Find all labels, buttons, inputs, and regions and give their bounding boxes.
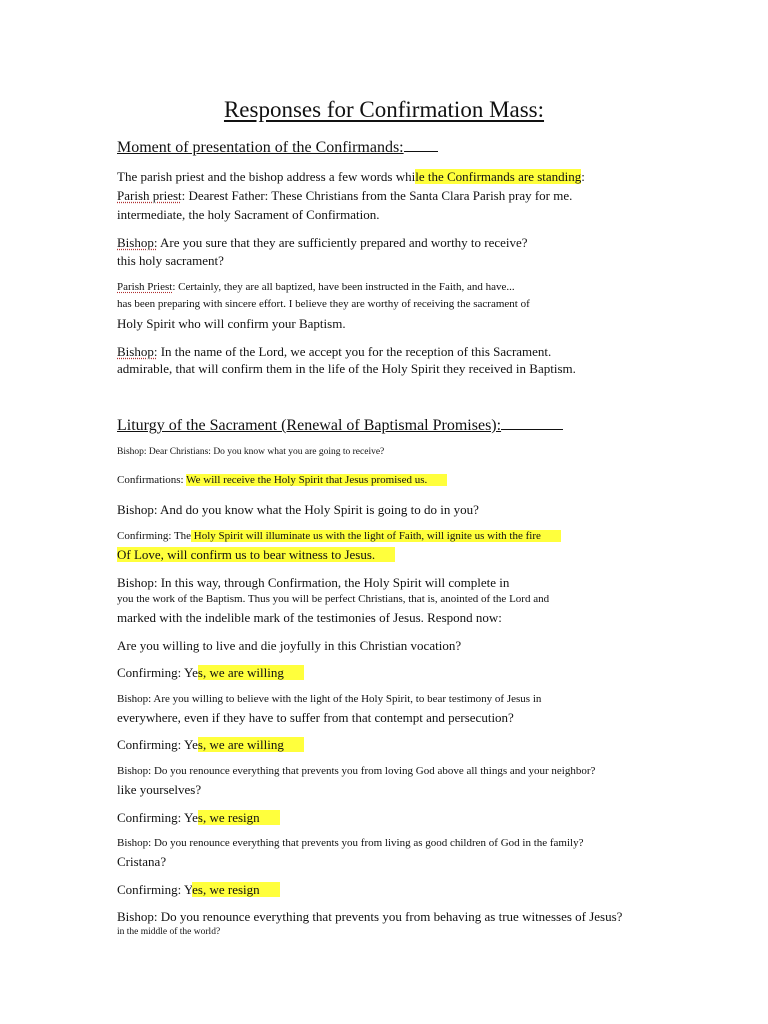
section-heading-presentation: Moment of presentation of the Confirmands: [117, 139, 438, 157]
bishop-question-1-line-2: this holy sacrament? [117, 253, 224, 268]
bishop-acceptance: Bishop: In the name of the Lord, we accept you for the reception of this Sacrament. [117, 344, 552, 359]
bishop-question-1: Bishop: Are you sure that they are sufficiently prepared and worthy to receive? [117, 235, 528, 250]
bishop-statement-line-1: Bishop: In this way, through Confirmation, the Holy Spirit will complete in [117, 575, 510, 590]
bishop-question-renounce-witness-line-2: in the middle of the world? [117, 927, 221, 937]
confirming-answer-6: Confirming: Yes, we resign [117, 883, 280, 896]
parish-priest-answer-line-3: Holy Spirit who will confirm your Baptism. [117, 316, 346, 331]
confirming-answer-2-line-2: Of Love, will confirm us to bear witness to Jesus. [117, 548, 395, 561]
bishop-statement-line-3: marked with the indelible mark of the testimonies of Jesus. Respond now: [117, 610, 502, 625]
bishop-question-vocation: Are you willing to live and die joyfully in this Christian vocation? [117, 638, 462, 653]
bishop-question-receive: Bishop: Dear Christians: Do you know what you are going to receive? [117, 447, 385, 457]
confirming-answer-4: Confirming: Yes, we are willing [117, 738, 304, 751]
parish-priest-answer-line-2: has been preparing with sincere effort. I believe they are worthy of receiving the sacrament of [117, 298, 530, 310]
parish-priest-line-2: intermediate, the holy Sacrament of Confirmation. [117, 207, 380, 222]
bishop-question-renounce-family-line-2: Cristana? [117, 854, 167, 869]
bishop-question-testimony: Bishop: Are you willing to believe with the light of the Holy Spirit, to bear testimony of Jesus in [117, 693, 542, 705]
bishop-statement-line-2: you the work of the Baptism. Thus you will be perfect Christians, that is, anointed of the Lord and [117, 593, 550, 605]
bishop-question-renounce-family: Bishop: Do you renounce everything that prevents you from living as good children of God in the family? [117, 837, 584, 849]
confirming-answer-5: Confirming: Yes, we resign [117, 811, 280, 824]
section-heading-liturgy: Liturgy of the Sacrament (Renewal of Baptismal Promises): [117, 417, 563, 435]
confirming-answer-3: Confirming: Yes, we are willing [117, 666, 304, 679]
bishop-question-renounce-love-line-2: like yourselves? [117, 782, 202, 797]
parish-priest-answer: Parish Priest: Certainly, they are all baptized, have been instructed in the Faith, and have... [117, 281, 515, 293]
page-title: Responses for Confirmation Mass: [223, 97, 545, 122]
bishop-acceptance-line-2: admirable, that will confirm them in the life of the Holy Spirit they received in Baptism. [117, 361, 576, 376]
bishop-question-renounce-love: Bishop: Do you renounce everything that prevents you from loving God above all things and your neighbor? [117, 765, 596, 777]
confirming-answer-2: Confirming: The Holy Spirit will illuminate us with the light of Faith, will ignite us with the fire [117, 531, 561, 542]
intro-line: The parish priest and the bishop address a few words while the Confirmands are standing: [117, 169, 585, 184]
bishop-question-holy-spirit: Bishop: And do you know what the Holy Spirit is going to do in you? [117, 502, 479, 517]
bishop-question-testimony-line-2: everywhere, even if they have to suffer from that contempt and persecution? [117, 710, 514, 725]
bishop-question-renounce-witness: Bishop: Do you renounce everything that prevents you from behaving as true witnesses of Jesus? [117, 909, 623, 924]
parish-priest-line-1: Parish priest: Dearest Father: These Christians from the Santa Clara Parish pray for me. [117, 188, 573, 203]
confirmations-answer-1: Confirmations: We will receive the Holy Spirit that Jesus promised us. [117, 475, 447, 486]
